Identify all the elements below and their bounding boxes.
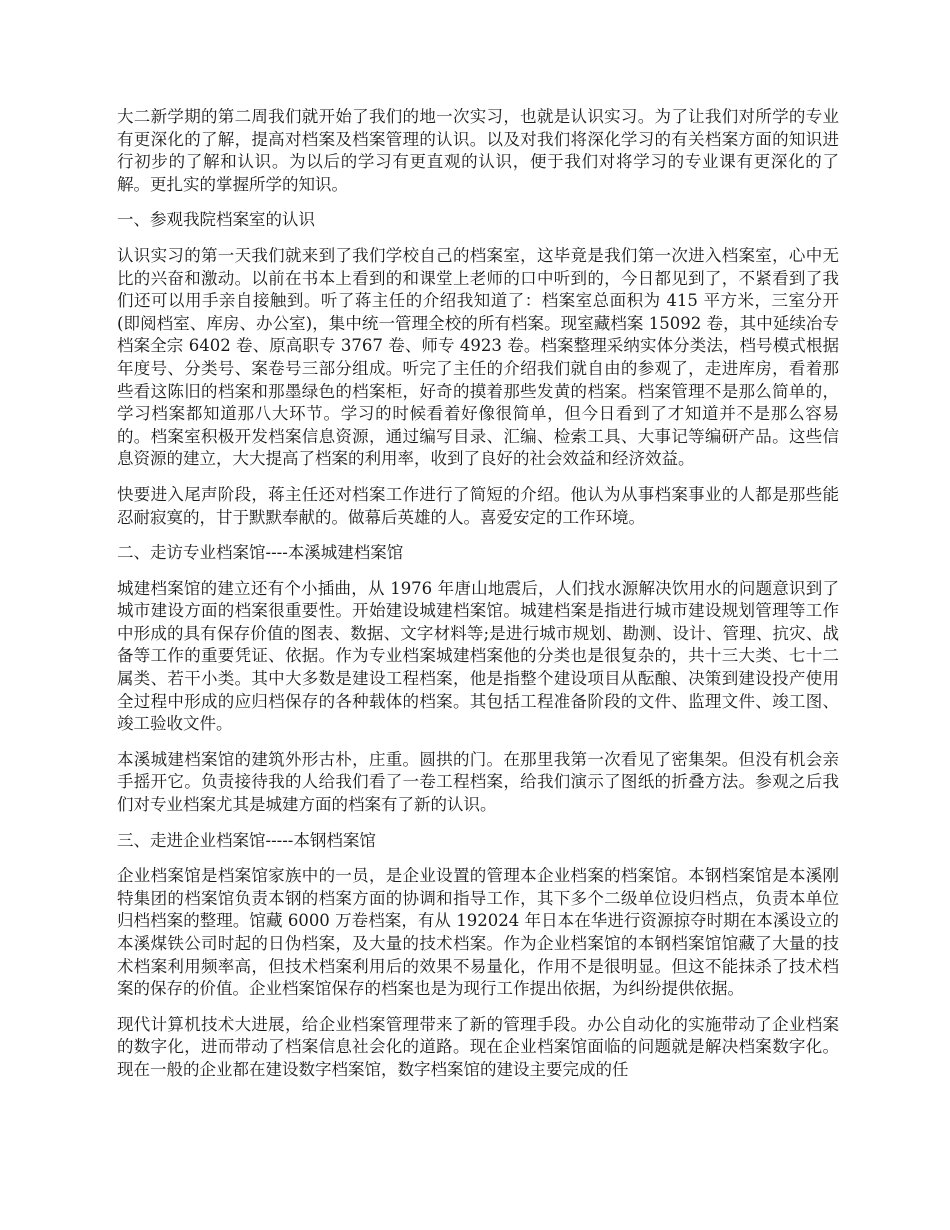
section-heading-2: 二、走访专业档案馆----本溪城建档案馆: [117, 543, 404, 563]
paragraph-archive-room: 认识实习的第一天我们就来到了我们学校自己的档案室，这毕竟是我们第一次进入档案室，心中无比的兴奋和激动。以前在书本上看到的和课堂上老师的口中听到的，今日都见到了，不紧看到了我们还可以用手亲自接触到。听了蒋主任的介绍我知道了：档案室总面积为 415 平方米，三室分开(即阅档室、库房、办公室)，集中统一管理全校的所有档案。现室藏档案 15092 卷，其中延续冶专档案全宗 6402 卷、原高职专 3767 卷、师专 4923 卷。档案整理采纳实体分类法，档号模式根据年度号、分类号、案卷号三部分组成。听完了主任的介绍我们就自由的参观了，走进库房，看着那些看这陈旧的档案和那墨绿色的档案柜，好奇的摸着那些发黄的档案。档案管理不是那么简单的，学习档案都知道那八大环节。学习的时候看着好像很简单，但今日看到了才知道并不是那么容易的。档案室积极开发档案信息资源，通过编写目录、汇编、检索工具、大事记等编研产品。这些信息资源的建立，大大提高了档案的利用率，收到了良好的社会效益和经济效益。: [117, 245, 839, 469]
document-body: [117, 106, 839, 1095]
paragraph-digitization: 现代计算机技术大进展，给企业档案管理带来了新的管理手段。办公自动化的实施带动了企业档案的数字化，进而带动了档案信息社会化的道路。现在企业档案馆面临的问题就是解决档案数字化。现在一般的企业都在建设数字档案馆，数字档案馆的建设主要完成的任: [117, 1014, 839, 1079]
paragraph-urban-archive-visit: 本溪城建档案馆的建筑外形古朴，庄重。圆拱的门。在那里我第一次看见了密集架。但没有机会亲手摇开它。负责接待我的人给我们看了一卷工程档案，给我们演示了图纸的折叠方法。参观之后我们对专业档案尤其是城建方面的档案有了新的认识。: [117, 749, 839, 815]
paragraph-director-summary: 快要进入尾声阶段，蒋主任还对档案工作进行了简短的介绍。他认为从事档案事业的人都是那些能忍耐寂寞的，甘于默默奉献的。做幕后英雄的人。喜爱安定的工作环境。: [117, 484, 839, 527]
section-heading-1: 一、参观我院档案室的认识: [117, 210, 315, 230]
paragraph-urban-archive-history: 城建档案馆的建立还有个小插曲，从 1976 年唐山地震后，人们找水源解决饮用水的问题意识到了城市建设方面的档案很重要性。开始建设城建档案馆。城建档案是指进行城市建设规划管理等工作中形成的具有保存价值的图表、数据、文字材料等;是进行城市规划、勘测、设计、管理、抗灾、战备等工作的重要凭证、依据。作为专业档案城建档案他的分类也是很复杂的，共十三大类、七十二属类、若干小类。其中大多数是建设工程档案，他是指整个建设项目从酝酿、决策到建设投产使用全过程中形成的应归档保存的各种载体的档案。其包括工程准备阶段的文件、监理文件、竣工图、竣工验收文件。: [117, 578, 839, 734]
paragraph-enterprise-archive: 企业档案馆是档案馆家族中的一员，是企业设置的管理本企业档案的档案馆。本钢档案馆是本溪刚特集团的档案馆负责本钢的档案方面的协调和指导工作，其下多个二级单位设归档点，负责本单位归档档案的整理。馆藏 6000 万卷档案，有从 192024 年日本在华进行资源掠夺时期在本溪设立的本溪煤铁公司时起的日伪档案，及大量的技术档案。作为企业档案馆的本钢档案馆馆藏了大量的技术档案利用频率高，但技术档案利用后的效果不易量化，作用不是很明显。但这不能抹杀了技术档案的保存的价值。企业档案馆保存的档案也是为现行工作提出依据，为纠纷提供依据。: [117, 866, 839, 999]
paragraph-intro: 大二新学期的第二周我们就开始了我们的地一次实习，也就是认识实习。为了让我们对所学的专业有更深化的了解，提高对档案及档案管理的认识。以及对我们将深化学习的有关档案方面的知识进行初步的了解和认识。为以后的学习有更直观的认识，便于我们对将学习的专业课有更深化的了解。更扎实的掌握所学的知识。: [117, 107, 839, 194]
section-heading-3: 三、走进企业档案馆-----本钢档案馆: [117, 830, 376, 850]
